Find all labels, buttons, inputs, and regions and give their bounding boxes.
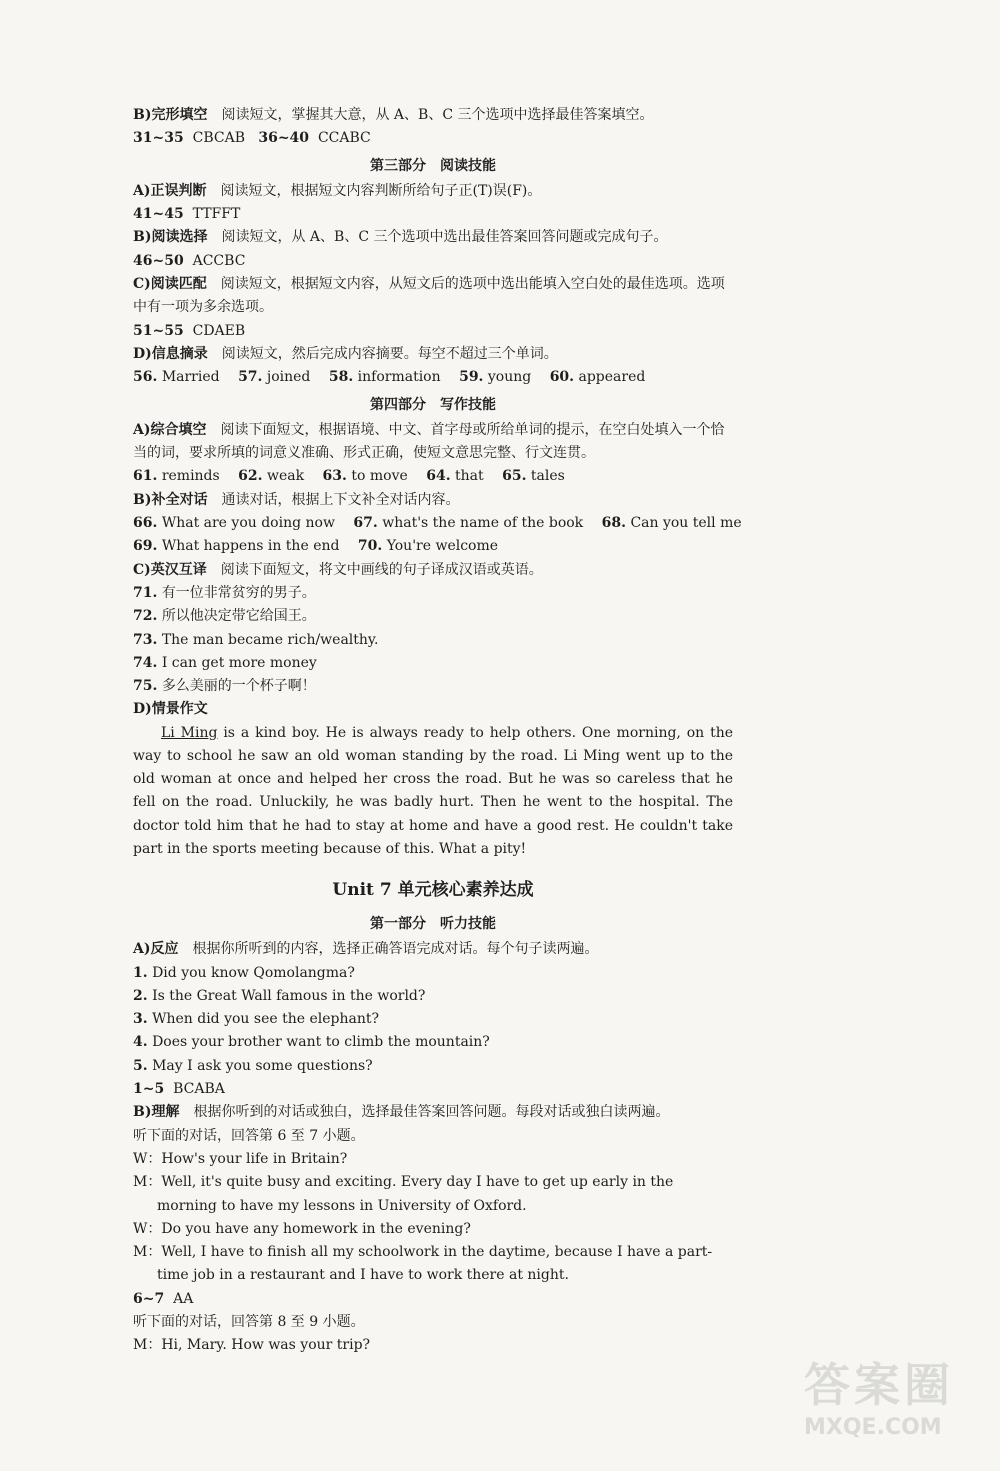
question-row bbox=[133, 962, 733, 985]
answer-number: 69. bbox=[133, 538, 158, 555]
section-b-cloze bbox=[133, 104, 733, 127]
dialogue-line bbox=[133, 1218, 733, 1241]
answer-row bbox=[133, 582, 733, 605]
dialogue-intro: 听下面的对话，回答第 8 至 9 小题。 bbox=[133, 1313, 365, 1330]
answer-number: 68. bbox=[601, 515, 626, 532]
section-label: A)反应 bbox=[133, 941, 179, 958]
answer-value: You're welcome bbox=[386, 538, 499, 555]
essay-paragraph bbox=[133, 722, 733, 861]
dialogue-intro: 听下面的对话，回答第 6 至 7 小题。 bbox=[133, 1127, 365, 1144]
question-row bbox=[133, 985, 733, 1008]
section-instruction: 阅读短文，从 A、B、C 三个选项中选出最佳答案回答问题或完成句子。 bbox=[221, 229, 668, 246]
section-label: A)综合填空 bbox=[133, 421, 207, 438]
section-a-true-false bbox=[133, 180, 733, 203]
answer-value: Married bbox=[161, 369, 220, 386]
answer-value: I can get more money bbox=[161, 654, 317, 671]
answer-number: 60. bbox=[549, 369, 575, 386]
answer-value: 所以他决定带它给国王。 bbox=[161, 608, 316, 625]
answer-row bbox=[133, 320, 733, 343]
answer-number: 58. bbox=[328, 369, 354, 386]
section-label: B)阅读选择 bbox=[133, 229, 208, 246]
answer-number: 59. bbox=[459, 369, 484, 386]
answer-value: 有一位非常贫穷的男子。 bbox=[161, 584, 316, 601]
part4-heading: 第四部分 写作技能 bbox=[370, 396, 496, 413]
answer-value: CBCAB bbox=[192, 130, 245, 147]
utterance: Well, it's quite busy and exciting. Every day I have to get up early in the morning to have my lessons in University of Oxford. bbox=[157, 1174, 674, 1214]
answer-row bbox=[133, 250, 733, 273]
speaker: M： bbox=[133, 1337, 162, 1354]
answer-value: Can you tell me bbox=[630, 515, 742, 532]
section-instruction: 阅读下面短文，根据语境、中文、首字母或所给单词的提示，在空白处填入一个恰当的词，要求所填的词意义准确、形式正确，使短文意思完整、行文连贯。 bbox=[133, 421, 725, 462]
section-instruction: 根据你所听到的内容，选择正确答语完成对话。每个句子读两遍。 bbox=[192, 941, 599, 958]
answer-number: 57. bbox=[238, 369, 263, 386]
answer-value: that bbox=[455, 468, 484, 485]
answer-value: ACCBC bbox=[192, 252, 246, 269]
answer-number: 74. bbox=[133, 654, 158, 671]
answer-value: information bbox=[357, 369, 441, 386]
answer-range: 41~45 bbox=[133, 206, 184, 223]
section-b-comprehension bbox=[133, 1101, 733, 1124]
answer-row bbox=[133, 629, 733, 652]
answer-value: What are you doing now bbox=[161, 515, 335, 532]
question-row bbox=[133, 1031, 733, 1054]
dialogue-line bbox=[133, 1241, 733, 1288]
answer-value: weak bbox=[266, 468, 305, 485]
utterance: Well, I have to finish all my schoolwork in the daytime, because I have a part-time job in a restaurant and I have to work there at night. bbox=[157, 1244, 713, 1284]
answer-row bbox=[133, 652, 733, 675]
answer-number: 70. bbox=[357, 538, 383, 555]
section-b-reading-choice bbox=[133, 226, 733, 249]
answer-value: what's the name of the book bbox=[382, 515, 584, 532]
section-instruction: 阅读短文，根据短文内容判断所给句子正(T)误(F)。 bbox=[220, 182, 542, 199]
answer-number: 67. bbox=[353, 515, 378, 532]
section-label: B)补全对话 bbox=[133, 491, 208, 508]
section-c-matching bbox=[133, 273, 733, 320]
section-b-dialogue bbox=[133, 489, 733, 512]
answer-range: 46~50 bbox=[133, 252, 184, 269]
essay-name: Li Ming bbox=[161, 724, 218, 741]
section-instruction: 阅读短文，根据短文内容，从短文后的选项中选出能填入空白处的最佳选项。选项中有一项为多余选项。 bbox=[133, 276, 725, 316]
section-label: D)信息摘录 bbox=[133, 345, 208, 362]
answer-range: 31~35 bbox=[133, 130, 184, 147]
question-number: 4. bbox=[133, 1034, 148, 1051]
section-d-info-extract bbox=[133, 343, 733, 366]
answer-row bbox=[133, 203, 733, 226]
question-row bbox=[133, 1055, 733, 1078]
section-label: C)英汉互译 bbox=[133, 561, 207, 578]
answer-row bbox=[133, 1288, 733, 1311]
answer-number: 63. bbox=[322, 468, 347, 485]
question-text: Does your brother want to climb the mountain? bbox=[152, 1034, 490, 1051]
dialogue-line bbox=[133, 1334, 733, 1357]
essay-text: is a kind boy. He is always ready to help others. One morning, on the way to school he saw an old woman standing by the road. Li Ming went up to the old woman at once and helped her cross the road. But he was so careless that he fell on the road. Unluckily, he was badly hurt. Then he went to the hospital. The doctor told him that he had to stay at home and have a good rest. He couldn't take part in the sports meeting because of this. What a pity! bbox=[133, 724, 733, 857]
answer-row bbox=[133, 512, 742, 535]
section-a-response bbox=[133, 938, 733, 961]
answer-value: The man became rich/wealthy. bbox=[161, 631, 379, 648]
speaker: W： bbox=[133, 1220, 162, 1237]
section-label: B)理解 bbox=[133, 1104, 180, 1121]
answer-value: What happens in the end bbox=[161, 538, 340, 555]
part1-heading: 第一部分 听力技能 bbox=[370, 915, 496, 932]
answer-number: 72. bbox=[133, 608, 158, 625]
question-number: 1. bbox=[133, 964, 148, 981]
answer-number: 62. bbox=[238, 468, 263, 485]
question-number: 2. bbox=[133, 987, 148, 1004]
answer-row bbox=[133, 465, 733, 488]
section-d-essay-label: D)情景作文 bbox=[133, 701, 208, 718]
answer-value: CCABC bbox=[317, 130, 371, 147]
answer-range: 36~40 bbox=[258, 130, 310, 147]
utterance: Do you have any homework in the evening? bbox=[161, 1220, 471, 1237]
unit-title: Unit 7 单元核心素养达成 bbox=[332, 879, 534, 900]
section-instruction: 阅读短文，然后完成内容摘要。每空不超过三个单词。 bbox=[221, 345, 558, 362]
dialogue-line bbox=[133, 1171, 733, 1218]
dialogue-line bbox=[133, 1148, 733, 1171]
watermark-logo-text: 答案圈 bbox=[804, 1358, 954, 1412]
answer-row bbox=[133, 675, 733, 698]
speaker: W： bbox=[133, 1150, 162, 1167]
answer-value: reminds bbox=[161, 468, 220, 485]
part3-heading: 第三部分 阅读技能 bbox=[370, 157, 496, 174]
question-text: When did you see the elephant? bbox=[152, 1011, 379, 1028]
answer-row bbox=[133, 366, 733, 389]
answer-value: to move bbox=[351, 468, 408, 485]
answer-range: 6~7 bbox=[133, 1290, 165, 1307]
question-number: 3. bbox=[133, 1011, 148, 1028]
answer-range: 1~5 bbox=[133, 1081, 165, 1098]
watermark-url: MXQE.COM bbox=[804, 1415, 942, 1440]
answer-value: appeared bbox=[578, 369, 646, 386]
site-watermark bbox=[804, 1349, 984, 1459]
section-label: A)正误判断 bbox=[133, 182, 207, 199]
speaker: M： bbox=[133, 1244, 162, 1261]
answer-number: 71. bbox=[133, 584, 158, 601]
answer-value: 多么美丽的一个杯子啊！ bbox=[161, 678, 316, 695]
utterance: How's your life in Britain? bbox=[161, 1150, 348, 1167]
question-text: Did you know Qomolangma? bbox=[152, 964, 355, 981]
answer-number: 56. bbox=[133, 369, 158, 386]
question-text: Is the Great Wall famous in the world? bbox=[152, 987, 426, 1004]
answer-number: 61. bbox=[133, 468, 158, 485]
section-c-translation bbox=[133, 559, 733, 582]
answer-number: 65. bbox=[502, 468, 527, 485]
answer-row bbox=[133, 1078, 733, 1101]
question-number: 5. bbox=[133, 1057, 148, 1074]
section-label: C)阅读匹配 bbox=[133, 276, 207, 293]
answer-value: tales bbox=[530, 468, 565, 485]
section-instruction: 根据你听到的对话或独白，选择最佳答案回答问题。每段对话或独白读两遍。 bbox=[193, 1104, 670, 1121]
question-row bbox=[133, 1008, 733, 1031]
answer-value: BCABA bbox=[173, 1081, 225, 1098]
answer-row bbox=[133, 535, 733, 558]
answer-value: AA bbox=[173, 1290, 194, 1307]
answer-number: 66. bbox=[133, 515, 158, 532]
answer-value: young bbox=[487, 369, 532, 386]
answer-value: joined bbox=[266, 369, 311, 386]
answer-value: CDAEB bbox=[192, 322, 246, 339]
section-a-cloze-fill bbox=[133, 419, 733, 466]
utterance: Hi, Mary. How was your trip? bbox=[161, 1337, 371, 1354]
speaker: M： bbox=[133, 1174, 162, 1191]
answer-number: 75. bbox=[133, 678, 158, 695]
question-text: May I ask you some questions? bbox=[152, 1057, 373, 1074]
answer-number: 73. bbox=[133, 631, 158, 648]
answer-number: 64. bbox=[426, 468, 451, 485]
answer-row bbox=[133, 605, 733, 628]
section-instruction: 通读对话，根据上下文补全对话内容。 bbox=[221, 491, 460, 508]
section-instruction: 阅读下面短文，将文中画线的句子译成汉语或英语。 bbox=[220, 561, 543, 578]
section-label: B)完形填空 bbox=[133, 107, 208, 123]
answer-page bbox=[133, 104, 742, 1358]
answer-range: 51~55 bbox=[133, 322, 184, 339]
answer-row bbox=[133, 127, 733, 150]
answer-value: TTFFT bbox=[192, 206, 241, 223]
section-instruction: 阅读短文，掌握其大意，从 A、B、C 三个选项中选择最佳答案填空。 bbox=[221, 107, 654, 123]
